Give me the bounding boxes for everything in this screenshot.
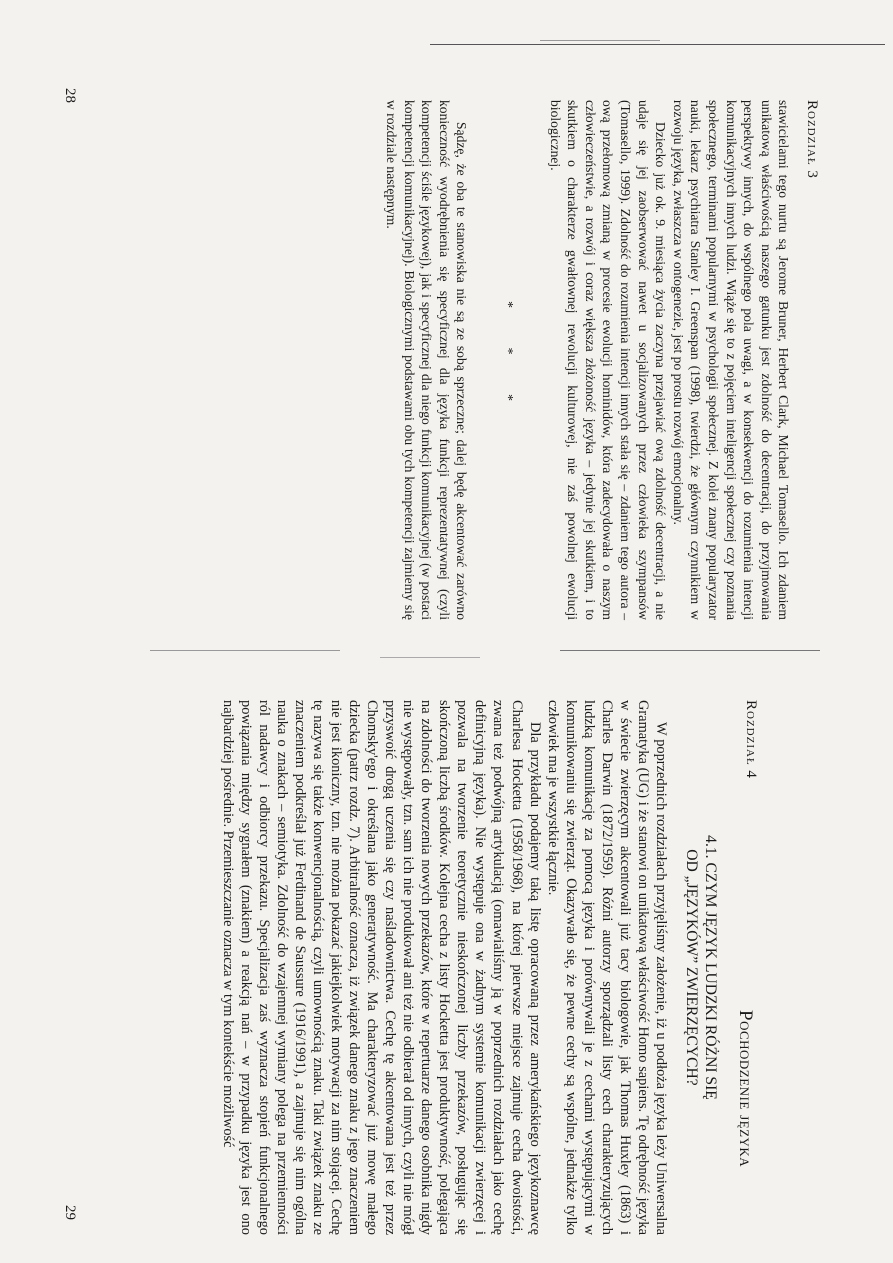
paragraph: W poprzednich rozdziałach przyjęliśmy założenie, iż u podłoża języka leży Uniwersalna Gramatyka (UG) i że stanowi on unikatową właściwość Homo sapiens. Tę odrębność języka w świecie zwierzęcym akcentowali już tacy biologowie, jak Thomas Huxley (1863) i Charles Darwin (1872/1959). Różni autorzy sporządzali listy cech charakteryzujących ludzką komunikację za pomocą języka i porównywali je z cechami występującymi w komunikowaniu się zwierząt. Okazywało się, że pewne cechy są wspólne, jednakże tylko człowiek ma je wszystkie łącznie.	[544, 700, 669, 1235]
section-title	[682, 700, 720, 1235]
scan-artifact-line	[540, 40, 660, 41]
page-number-left: 28	[62, 88, 78, 103]
chapter-title: Pochodzenie języka	[734, 1010, 756, 1168]
paragraph: Dziecko już ok. 9. miesiąca życia zaczyna przejawiać ową zdolność decentracji, a nie udaje się jej zaobserwować nawet u socjalizowanych przez człowieka szympansów (Tomasello, 1999). Zdolność do rozumienia intencji innych stała się – zdaniem tego autora – ową przełomową zmianą w procesie ewolucji hominidów, która zadecydowała o naszym człowieczeństwie, a rozwój i coraz większa złożoność języka – jedynie jej skutkiem, i to skutkiem o charakterze gwałtownej rewolucji kulturowej, nie zaś powolnej ewolucji biologicznej.	[547, 100, 669, 620]
scan-artifact-line	[150, 650, 340, 651]
scan-artifact-line	[380, 657, 480, 658]
paragraph: stawicielami tego nurtu są Jerome Bruner, Herbert Clark, Michael Tomasello. Ich zdaniem unikatową właściwością naszego gatunku jest zdolność do decentracji, do przyjmowania perspektywy innych, do wspólnego pola uwagi, a w konsekwencji do rozumienia intencji komunikacyjnych innych ludzi. Wiąże się to z pojęciem inteligencji społecznej czy poznania społecznego, terminami popularnymi w psychologii społecznej. Z kolei znany popularyzator nauki, lekarz psychiatra Stanley I. Greenspan (1998), twierdzi, że głównym czynnikiem w rozwoju języka, zwłaszcza w ontogenezie, jest po prostu rozwój emocjonalny.	[670, 100, 792, 620]
section-title-line: OD „JĘZYKÓW” ZWIERZĘCYCH?	[682, 849, 700, 1086]
page-28	[383, 100, 820, 620]
running-head: Rozdział 3	[804, 100, 820, 179]
scan-artifact-line	[430, 44, 885, 45]
paragraph: Dla przykładu podajemy taką listę opracowaną przez amerykańskiego językoznawcę Charlesa Hocketta (1958/1968), na której pierwsze miejsce zajmuje cecha dwoistości, zwana też podwójną artykulacją (omawialiśmy ją w poprzednich rozdziałach jako cechę definicyjną języka). Nie występuje ona w żadnym systemie komunikacji zwierzęcej i pozwala na tworzenie teoretycznie nieskończonej liczby przekazów, posługując się skończoną liczbą środków. Kolejna cecha z listy Hocketta jest produktywność, polegająca na zdolności do tworzenia nowych przekazów, które w repertuarze danego osobnika nigdy nie występowały, tzn. sam ich nie produkował ani też nie odbierał od innych, czyli nie mógł przyswoić drogą uczenia się czy naśladownictwa. Cechę tę akcentowana jest też przez Chomsky'ego i określana jako generatywność. Ma charakteryzować już mowę małego dziecka (patrz rozdz. 7). Arbitralność oznacza, iż związek danego znaku z jego znaczeniem nie jest ikoniczny, tzn. nie można pokazać jakiejkolwiek motywacji za nim stojącej. Cechę tę nazywa się także konwencjonalnością, czyli umownością znaku. Taki związek znaku ze znaczeniem podkreślał już Ferdinand de Saussure (1916/1991), a zajmuje się nim ogólna nauka o znakach – semiotyka. Zdolność do wzajemnej wymiany polega na przemienności ról nadawcy i odbiorcy przekazu. Specjalizacja zaś wyznacza stopień funkcjonalnego powiązania między sygnałem (znakiem) a reakcją nań – w przypadku języka jest ono najbardziej pośrednie. Przemieszczanie oznacza w tym kontekście możliwość	[219, 700, 543, 1235]
paragraph: Sądzę, że oba te stanowiska nie są ze sobą sprzeczne; dalej będę akcentować zarówno konieczność wyodrębnienia się specyficznej dla języka funkcji reprezentatywnej (czyli kompetencji ściśle językowej), jak i specyficznej dla niego funkcji komunikacyjnej (w postaci kompetencji komunikacyjnej). Biologicznymi podstawami obu tych kompetencji zajmiemy się w rozdziale następnym.	[384, 100, 470, 620]
running-head: Rozdział 4	[743, 700, 759, 779]
scan-artifact-line	[560, 650, 820, 651]
page-number-right: 29	[62, 1205, 78, 1220]
section-title-line: 4.1. CZYM JĘZYK LUDZKI RÓŻNI SIĘ	[701, 835, 719, 1100]
page-29	[219, 700, 760, 1235]
section-separator: * * *	[500, 301, 516, 419]
